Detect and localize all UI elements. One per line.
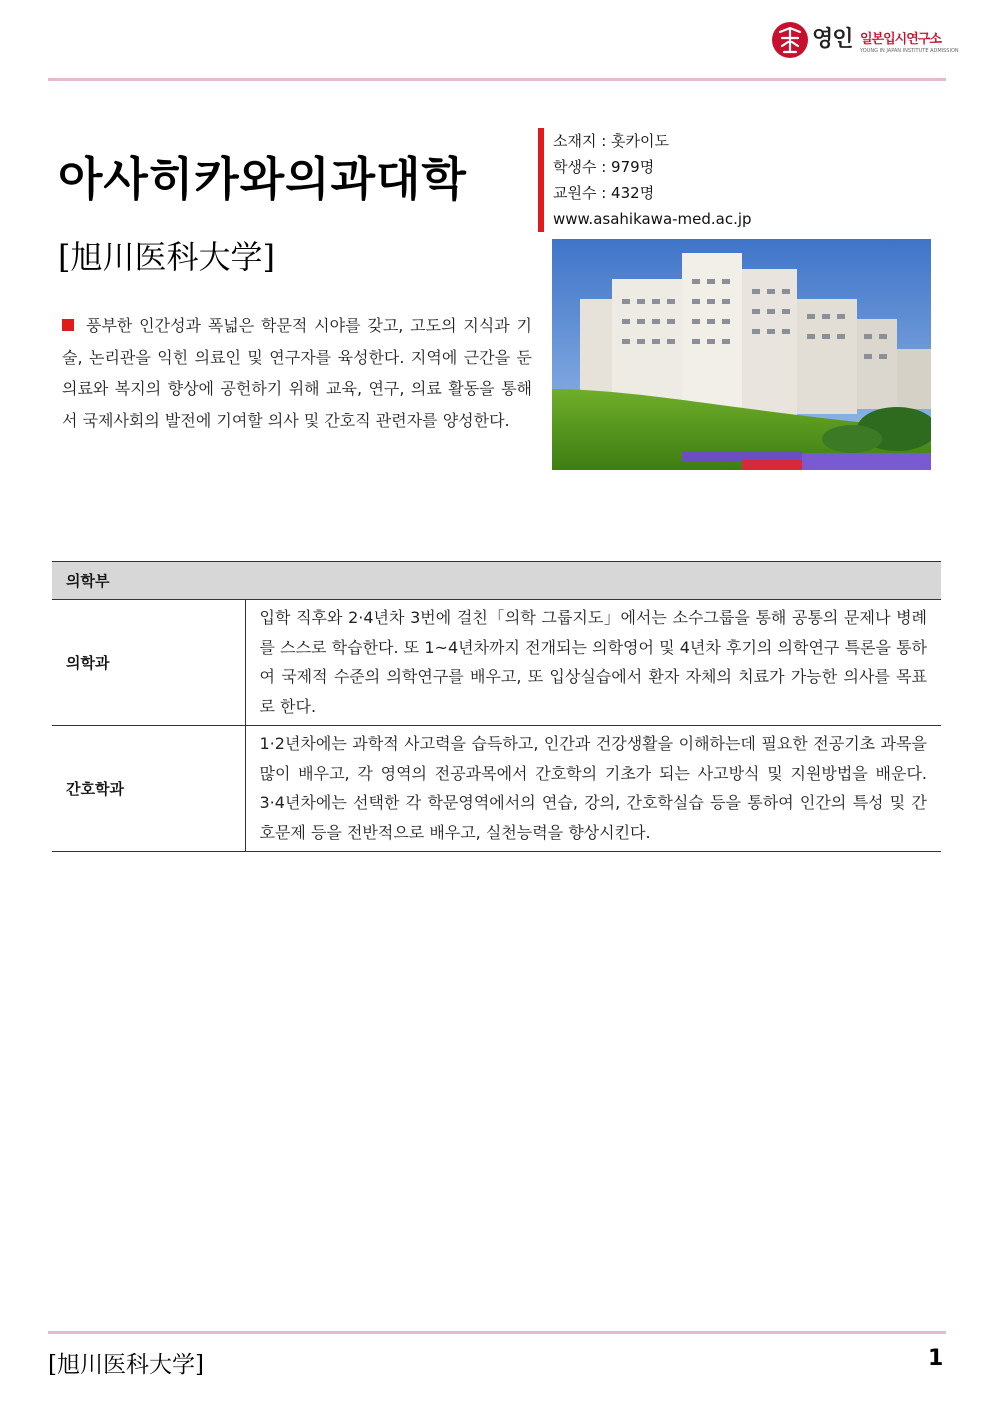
page-title: 아사히카와의과대학 xyxy=(58,152,467,206)
yeongin-logo-icon xyxy=(770,20,810,60)
campus-building-photo xyxy=(552,239,931,470)
department-table xyxy=(52,561,941,852)
info-faculty: 교원수 : 432명 xyxy=(553,184,655,202)
table-header-row xyxy=(52,562,941,600)
header-divider xyxy=(48,78,946,81)
logo-english: YOUNG IN JAPAN INSTITUTE ADMISSION xyxy=(860,48,959,54)
company-logo xyxy=(770,18,959,60)
faculty-name: 의학부 xyxy=(52,562,941,600)
info-location: 소재지 : 홋카이도 xyxy=(553,132,670,150)
department-description: 입학 직후와 2·4년차 3번에 걸친「의학 그룹지도」에서는 소수그룹을 통해 공통의 문제나 병례를 스스로 학습한다. 또 1~4년차까지 전개되는 의학영어 및 4년차 후기의 의학연구 특론을 통하여 국제적 수준의 의학연구를 배우고, 또 입상실습에서 환자 자체의 치료가 가능한 의사를 목표로 한다. xyxy=(245,600,941,726)
info-accent-bar xyxy=(538,128,544,232)
red-square-bullet-icon xyxy=(62,319,74,331)
department-name: 의학과 xyxy=(52,600,245,726)
footer-divider xyxy=(48,1331,946,1334)
description-text: 풍부한 인간성과 폭넓은 학문적 시야를 갖고, 고도의 지식과 기술, 논리관을 익힌 의료인 및 연구자를 육성한다. 지역에 근간을 둔 의료와 복지의 향상에 공헌하기 위해 교육, 연구, 의료 활동을 통해서 국제사회의 발전에 기여할 의사 및 간호직 관련자를 양성한다. xyxy=(62,316,532,430)
table-row xyxy=(52,726,941,852)
table-row xyxy=(52,600,941,726)
university-info xyxy=(553,128,752,232)
info-website[interactable]: www.asahikawa-med.ac.jp xyxy=(553,210,752,228)
page-number: 1 xyxy=(928,1346,944,1371)
logo-subtitle: 일본입시연구소 xyxy=(860,32,941,47)
department-name: 간호학과 xyxy=(52,726,245,852)
page-subtitle-japanese: [旭川医科大学] xyxy=(58,238,275,276)
university-description xyxy=(62,310,532,436)
department-description: 1·2년차에는 과학적 사고력을 습득하고, 인간과 건강생활을 이해하는데 필요한 전공기초 과목을 많이 배우고, 각 영역의 전공과목에서 간호학의 기초가 되는 사고방식 및 지원방법을 배운다. 3·4년차에는 선택한 각 학문영역에서의 연습, 강의, 간호학실습 등을 통하여 인간의 특성 및 간호문제 등을 전반적으로 배우고, 실천능력을 향상시킨다. xyxy=(245,726,941,852)
info-students: 학생수 : 979명 xyxy=(553,158,655,176)
footer-university-name: [旭川医科大学] xyxy=(48,1352,204,1378)
logo-name: 영인 xyxy=(812,27,853,52)
